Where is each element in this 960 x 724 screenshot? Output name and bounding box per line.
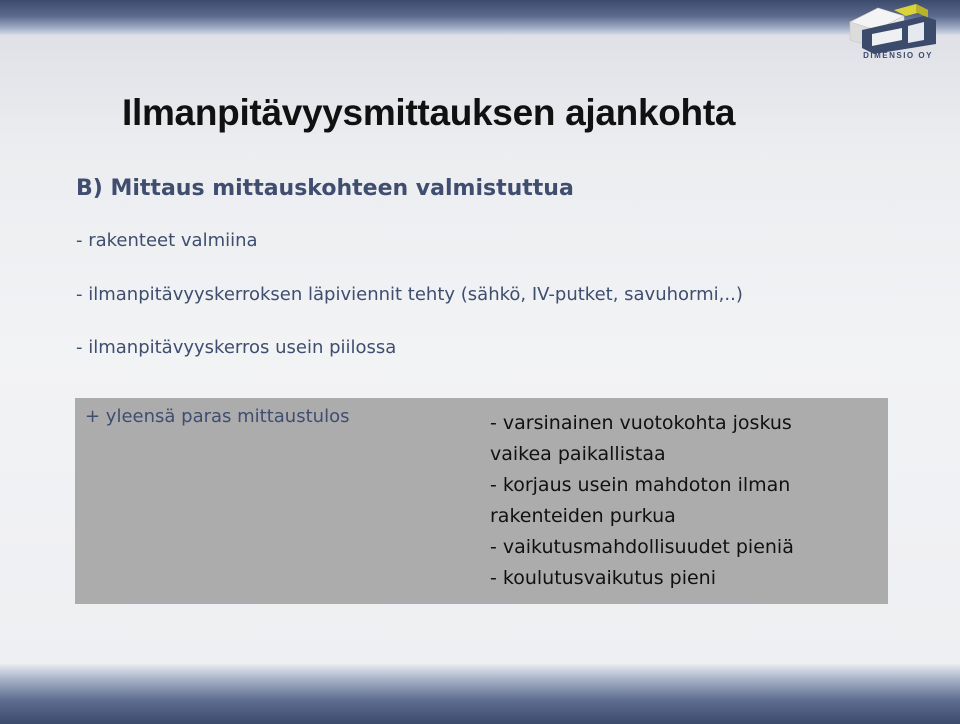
bullet-item: - ilmanpitävyyskerroksen läpiviennit tehty (sähkö, IV-putket, savuhormi,..)	[76, 284, 743, 305]
pros-cons-box	[75, 398, 888, 604]
cons-item: - koulutusvaikutus pieni	[490, 567, 717, 589]
slide-subtitle: B) Mittaus mittauskohteen valmistuttua	[76, 176, 574, 201]
cons-item: - korjaus usein mahdoton ilman	[490, 474, 791, 496]
slide-title: Ilmanpitävyysmittauksen ajankohta	[122, 92, 736, 133]
top-band	[0, 0, 960, 36]
dimensio-logo-icon	[842, 2, 952, 72]
cons-item: vaikea paikallistaa	[490, 443, 666, 465]
logo-text: DIMENSIO OY	[863, 51, 933, 60]
cons-item: - varsinainen vuotokohta joskus	[490, 412, 792, 434]
bottom-band	[0, 664, 960, 724]
pros-text: + yleensä paras mittaustulos	[85, 406, 350, 427]
cons-item: rakenteiden purkua	[490, 505, 676, 527]
cons-item: - vaikutusmahdollisuudet pieniä	[490, 536, 794, 558]
bullet-item: - rakenteet valmiina	[76, 230, 258, 251]
bullet-item: - ilmanpitävyyskerros usein piilossa	[76, 337, 397, 358]
cons-list	[490, 408, 794, 594]
